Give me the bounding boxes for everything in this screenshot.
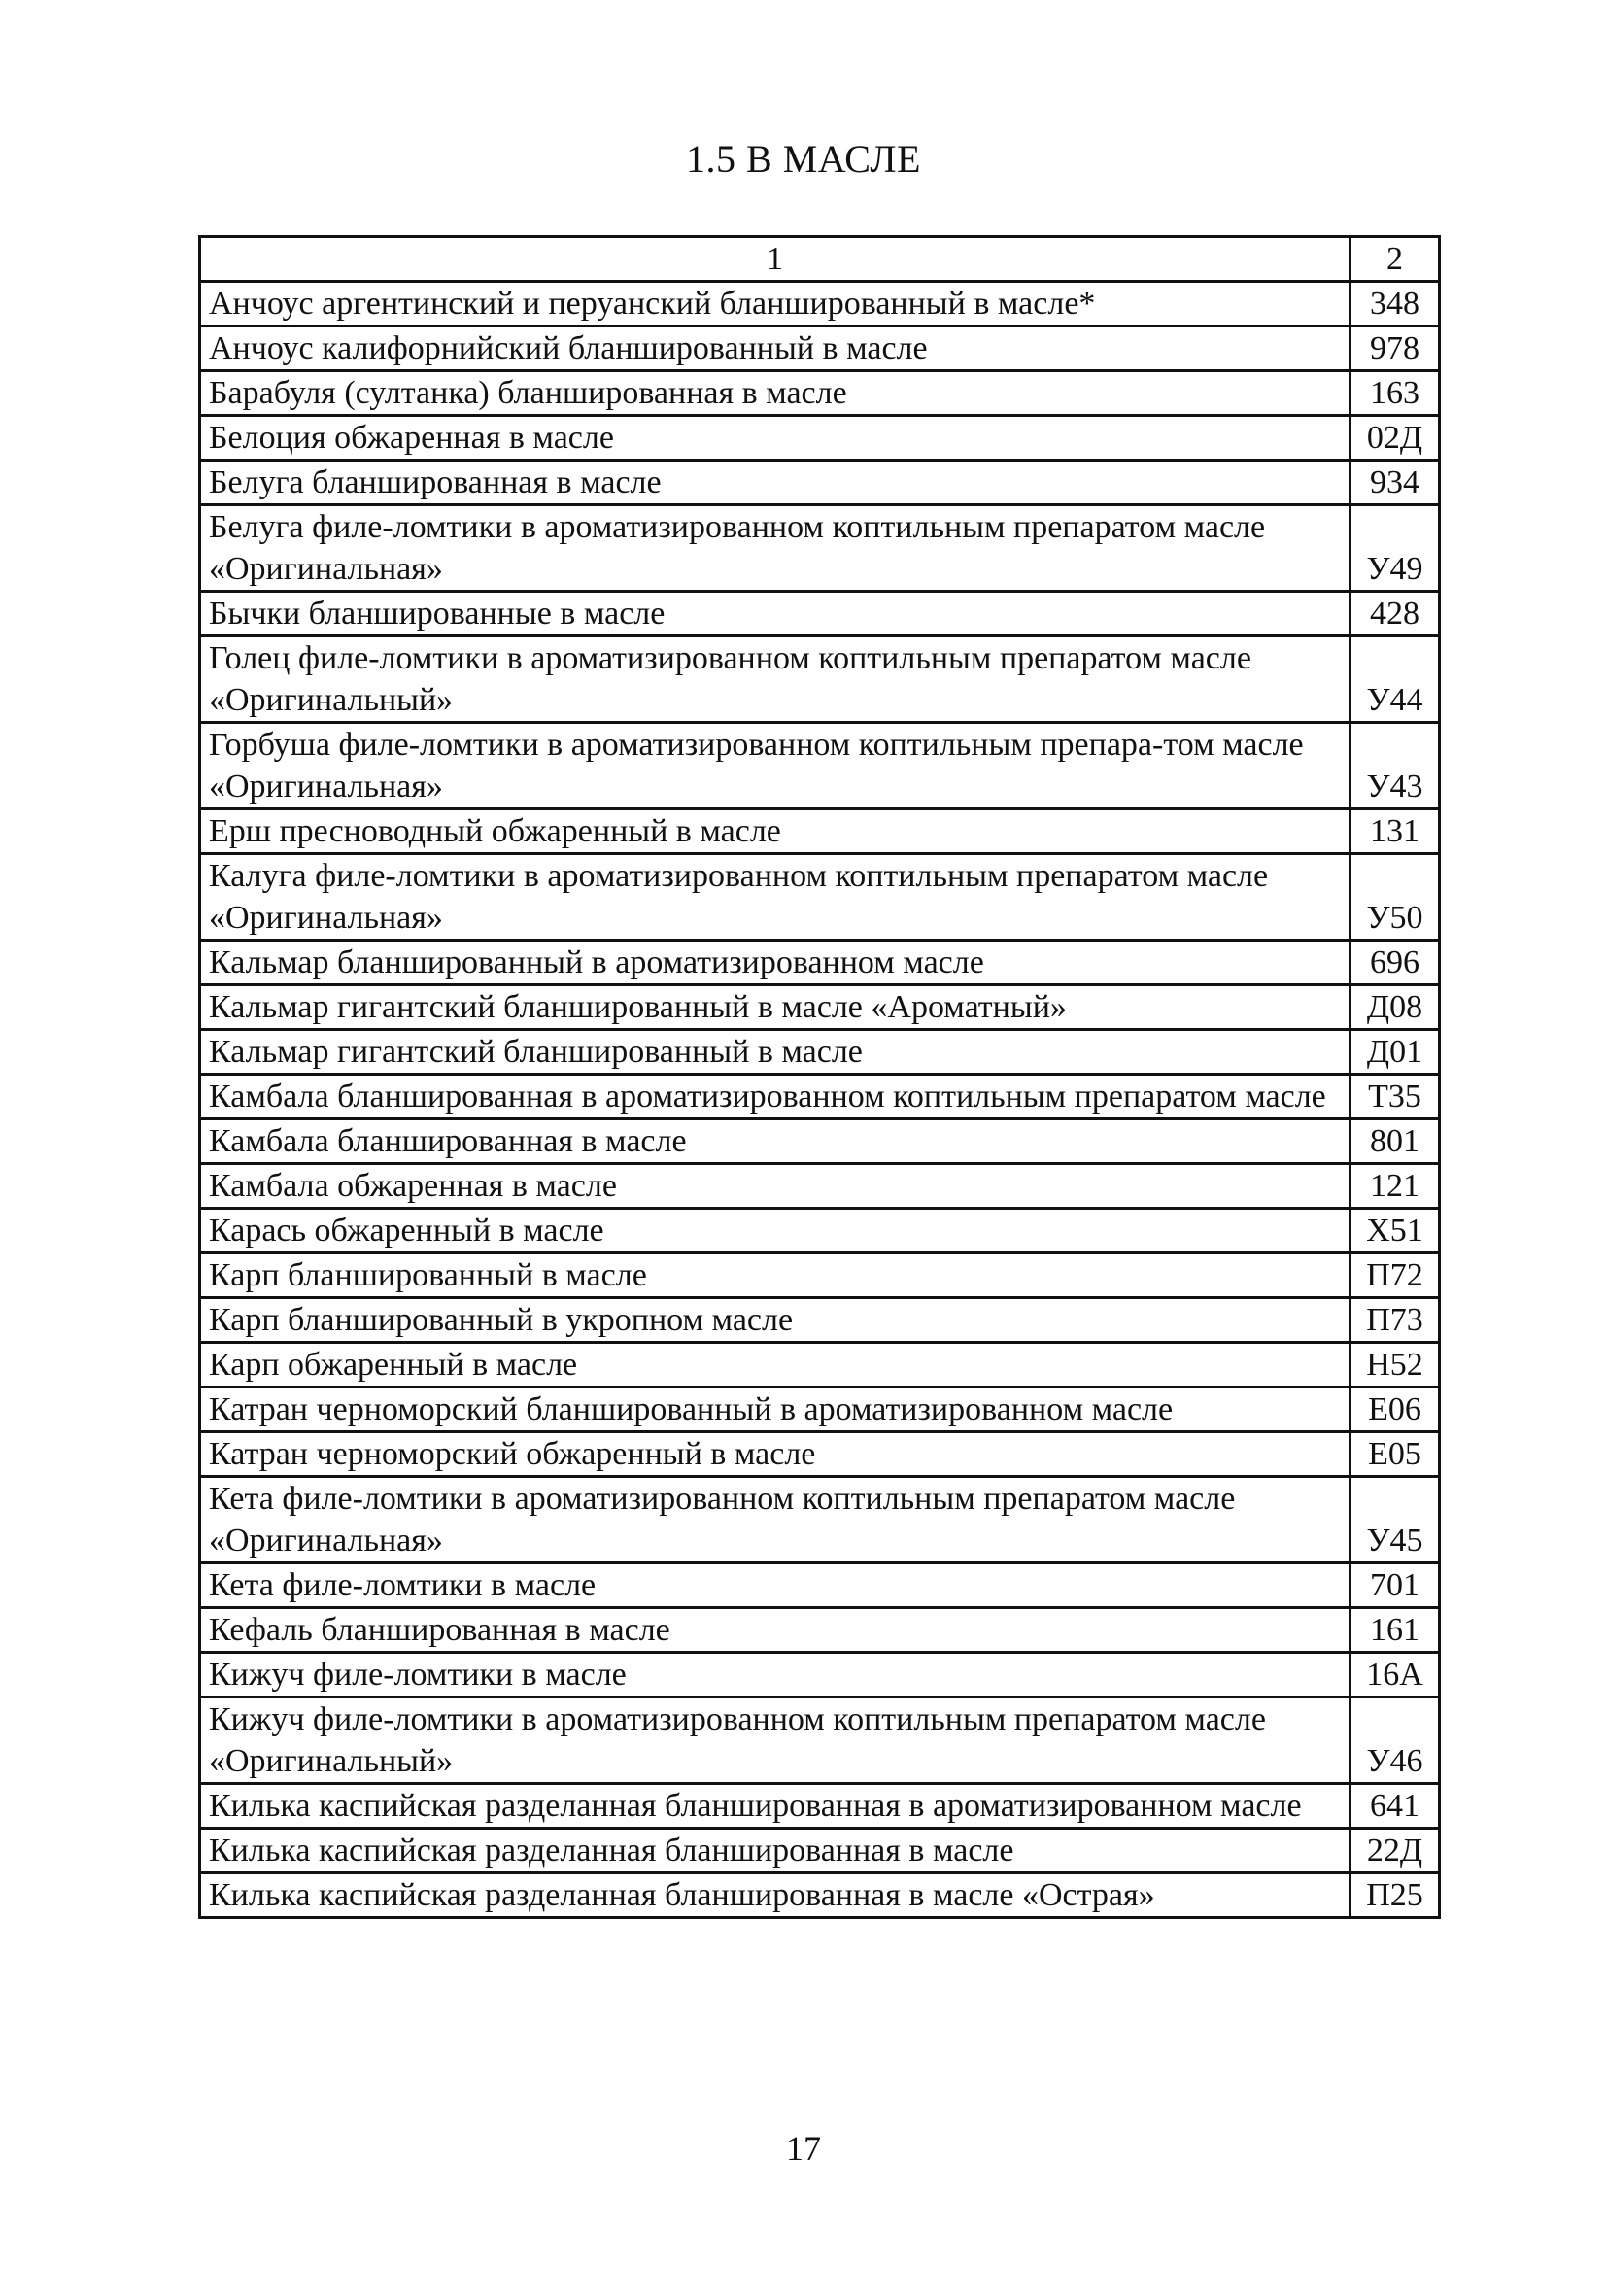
product-name-cell: Карп бланшированный в масле (200, 1253, 1351, 1298)
product-name-cell: Камбала бланшированная в масле (200, 1119, 1351, 1164)
product-code-cell: П72 (1351, 1253, 1440, 1298)
product-name-cell: Белуга филе-ломтики в ароматизированном коптильным препаратом масле «Оригинальная» (200, 505, 1351, 592)
product-code-cell: 348 (1351, 282, 1440, 326)
product-code-cell: 16А (1351, 1653, 1440, 1697)
column-header-code: 2 (1351, 237, 1440, 282)
product-code-cell: 428 (1351, 592, 1440, 636)
product-code-cell: П25 (1351, 1873, 1440, 1918)
table-row (200, 636, 1440, 723)
table-body (200, 282, 1440, 1918)
product-name-cell: Ерш пресноводный обжаренный в масле (200, 809, 1351, 854)
table-row (200, 1343, 1440, 1388)
product-code-cell: У45 (1351, 1477, 1440, 1563)
table-row (200, 1784, 1440, 1829)
product-code-cell: У46 (1351, 1697, 1440, 1784)
page-number: 17 (786, 2129, 821, 2168)
product-code-cell: 701 (1351, 1563, 1440, 1608)
product-name-cell: Бычки бланшированные в масле (200, 592, 1351, 636)
table-row (200, 505, 1440, 592)
product-code-cell: П73 (1351, 1298, 1440, 1343)
product-code-cell: 02Д (1351, 416, 1440, 461)
table-row (200, 1164, 1440, 1209)
table-row (200, 854, 1440, 941)
table-row (200, 941, 1440, 985)
product-name-cell: Кальмар бланшированный в ароматизированном масле (200, 941, 1351, 985)
table-row (200, 1653, 1440, 1697)
product-name-cell: Катран черноморский обжаренный в масле (200, 1432, 1351, 1477)
product-code-cell: 934 (1351, 461, 1440, 505)
product-name-cell: Анчоус калифорнийский бланшированный в масле (200, 326, 1351, 371)
product-name-cell: Камбала обжаренная в масле (200, 1164, 1351, 1209)
product-name-cell: Анчоус аргентинский и перуанский бланшированный в масле* (200, 282, 1351, 326)
table-row (200, 1432, 1440, 1477)
product-name-cell: Кальмар гигантский бланшированный в масле «Ароматный» (200, 985, 1351, 1030)
product-name-cell: Кальмар гигантский бланшированный в масле (200, 1030, 1351, 1075)
page-title: 1.5 В МАСЛЕ (686, 137, 921, 181)
product-code-cell: 163 (1351, 371, 1440, 416)
product-table (198, 235, 1441, 1919)
table-row (200, 1075, 1440, 1119)
product-name-cell: Кефаль бланшированная в масле (200, 1608, 1351, 1653)
table-row (200, 1608, 1440, 1653)
product-code-cell: 22Д (1351, 1829, 1440, 1873)
table-row (200, 1697, 1440, 1784)
table-row (200, 1829, 1440, 1873)
table-row (200, 985, 1440, 1030)
product-code-cell: 161 (1351, 1608, 1440, 1653)
product-code-cell: Д08 (1351, 985, 1440, 1030)
table-row (200, 1477, 1440, 1563)
product-code-cell: 978 (1351, 326, 1440, 371)
table-row (200, 1209, 1440, 1253)
product-code-cell: Х51 (1351, 1209, 1440, 1253)
product-code-cell: Т35 (1351, 1075, 1440, 1119)
product-name-cell: Килька каспийская разделанная бланшированная в масле (200, 1829, 1351, 1873)
table-row (200, 1388, 1440, 1432)
product-name-cell: Катран черноморский бланшированный в ароматизированном масле (200, 1388, 1351, 1432)
product-code-cell: Е06 (1351, 1388, 1440, 1432)
product-name-cell: Кета филе-ломтики в масле (200, 1563, 1351, 1608)
product-name-cell: Кижуч филе-ломтики в ароматизированном коптильным препаратом масле «Оригинальный» (200, 1697, 1351, 1784)
product-code-cell: У44 (1351, 636, 1440, 723)
product-name-cell: Калуга филе-ломтики в ароматизированном коптильным препаратом масле «Оригинальная» (200, 854, 1351, 941)
product-name-cell: Килька каспийская разделанная бланшированная в масле «Острая» (200, 1873, 1351, 1918)
product-code-cell: 641 (1351, 1784, 1440, 1829)
table-row (200, 809, 1440, 854)
table-row (200, 723, 1440, 809)
product-name-cell: Горбуша филе-ломтики в ароматизированном коптильным препара-том масле «Оригинальная» (200, 723, 1351, 809)
product-code-cell: 121 (1351, 1164, 1440, 1209)
table-row (200, 326, 1440, 371)
product-code-cell: 696 (1351, 941, 1440, 985)
product-code-cell: У43 (1351, 723, 1440, 809)
product-name-cell: Белуга бланшированная в масле (200, 461, 1351, 505)
product-code-cell: 801 (1351, 1119, 1440, 1164)
table-row (200, 592, 1440, 636)
table-row (200, 282, 1440, 326)
product-code-cell: Е05 (1351, 1432, 1440, 1477)
product-name-cell: Карп бланшированный в укропном масле (200, 1298, 1351, 1343)
product-name-cell: Кижуч филе-ломтики в масле (200, 1653, 1351, 1697)
product-code-cell: У50 (1351, 854, 1440, 941)
table-row (200, 1253, 1440, 1298)
table-row (200, 461, 1440, 505)
product-name-cell: Килька каспийская разделанная бланшированная в ароматизированном масле (200, 1784, 1351, 1829)
product-code-cell: Д01 (1351, 1030, 1440, 1075)
table-row (200, 1563, 1440, 1608)
product-name-cell: Кета филе-ломтики в ароматизированном коптильным препаратом масле «Оригинальная» (200, 1477, 1351, 1563)
column-header-name: 1 (200, 237, 1351, 282)
table-row (200, 1030, 1440, 1075)
product-code-cell: У49 (1351, 505, 1440, 592)
table-row (200, 416, 1440, 461)
table-row (200, 1873, 1440, 1918)
table-row (200, 1298, 1440, 1343)
product-name-cell: Камбала бланшированная в ароматизированном коптильным препаратом масле (200, 1075, 1351, 1119)
product-code-cell: Н52 (1351, 1343, 1440, 1388)
product-name-cell: Голец филе-ломтики в ароматизированном коптильным препаратом масле «Оригинальный» (200, 636, 1351, 723)
product-name-cell: Барабуля (султанка) бланшированная в масле (200, 371, 1351, 416)
product-name-cell: Карась обжаренный в масле (200, 1209, 1351, 1253)
product-name-cell: Карп обжаренный в масле (200, 1343, 1351, 1388)
table-header-row (200, 237, 1440, 282)
table-row (200, 371, 1440, 416)
product-code-cell: 131 (1351, 809, 1440, 854)
product-name-cell: Белоция обжаренная в масле (200, 416, 1351, 461)
table-row (200, 1119, 1440, 1164)
